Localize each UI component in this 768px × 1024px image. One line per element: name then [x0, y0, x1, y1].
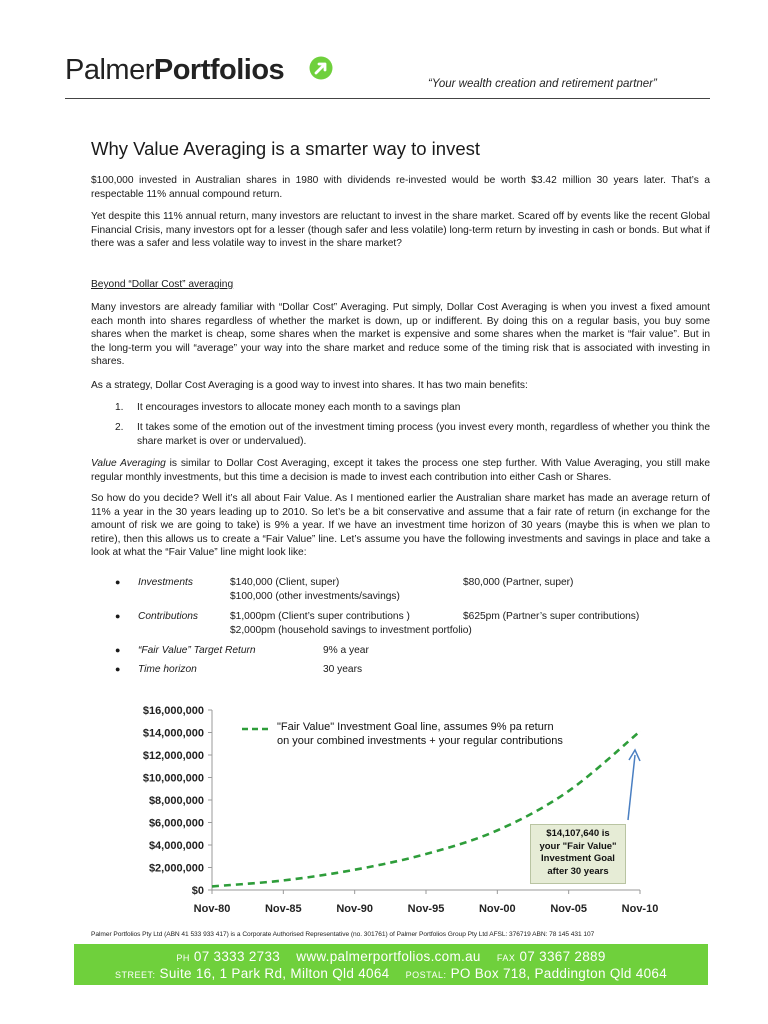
bullet-icon: ●: [115, 645, 121, 655]
list-item: It encourages investors to allocate money each month to a savings plan: [137, 402, 461, 413]
chart-callout: [530, 824, 626, 884]
street-address: Suite 16, 1 Park Rd, Milton Qld 4064: [159, 966, 390, 981]
section-subheading: Beyond “Dollar Cost” averaging: [91, 279, 234, 290]
y-tick-label: $14,000,000: [142, 727, 204, 740]
paragraph-benefits-intro: [91, 379, 710, 393]
assumption-value: $100,000 (other investments/savings): [230, 591, 400, 602]
x-tick-label: Nov-00: [478, 903, 516, 915]
callout-line: after 30 years: [547, 865, 609, 877]
assumption-value: 30 years: [323, 664, 363, 675]
logo-arrow-icon: [309, 56, 333, 80]
emphasis-text: Value Averaging: [91, 458, 166, 469]
list-item-number: 2.: [115, 422, 124, 433]
paragraph-text: Yet despite this 11% annual return, many investors are reluctant to invest in the share market. Scared off by events like the recent Global Financial Crisis, many investors opt for a lesser (though safer and less volatile) long-term return by investing in cash or bonds. But what if there was a safer and less volatile way to invest in the share market?: [91, 211, 710, 250]
x-tick-label: Nov-80: [193, 903, 231, 915]
legend-text-line2: on your combined investments + your regular contributions: [277, 734, 563, 747]
paragraph-dollar-cost: [91, 301, 710, 369]
contact-band: [74, 944, 708, 985]
y-tick-label: $6,000,000: [148, 817, 204, 830]
fax-number: 07 3367 2889: [519, 949, 606, 964]
page-title: Why Value Averaging is a smarter way to invest: [91, 138, 481, 159]
assumption-value: $1,000pm (Client’s super contributions ): [230, 611, 410, 622]
x-tick-label: Nov-85: [264, 903, 302, 915]
legal-disclaimer: Palmer Portfolios Pty Ltd (ABN 41 533 933 417) is a Corporate Authorised Representative (no. 301761) of Palmer Portfolios Group Pty Ltd AFSL: 376719 ABN: 78 145 431 107: [91, 931, 595, 938]
tagline: “Your wealth creation and retirement partner”: [428, 78, 657, 90]
y-tick-label: $8,000,000: [148, 795, 204, 807]
x-tick-label: Nov-05: [550, 903, 588, 915]
logo-text-palmer: Palmer: [65, 54, 154, 86]
paragraph-text: $100,000 invested in Australian shares in 1980 with dividends re-invested would be worth $3.42 million 30 years later. That’s a respectable 11% annual compound return.: [91, 175, 710, 200]
annotation-arrow: [628, 755, 635, 820]
postal-address: PO Box 718, Paddington Qld 4064: [450, 966, 668, 981]
logo: [65, 56, 284, 85]
paragraph-text: Many investors are already familiar with “Dollar Cost” Averaging. Put simply, Dollar Cost Averaging is when you invest a fixed amount each month into shares regardless of whether the market is down, up or indifferent. By doing this on a regular basis, you buy some shares when the market is cheap, some shares when the market is expensive and some shares when the market is “fair value”. But in the long-term you will “average” your way into the share market and reduce some of the timing risk that is associated with investing in shares.: [91, 302, 710, 368]
paragraph-text: is similar to Dollar Cost Averaging, except it takes the process one step further. With Value Averaging, you still make regular monthly investments, but this time a decision is made to invest each contribution into either Cash or Shares.: [91, 458, 710, 483]
legend-text-line1: "Fair Value" Investment Goal line, assumes 9% pa return: [277, 721, 554, 733]
paragraph-text: So how do you decide? Well it’s all about Fair Value. As I mentioned earlier the Australian share market has made an average return of 11% a year in the 30 years leading up to 2010. So let’s be a bit conservative and assume that a fair rate of return (in exchange for the amount of risk we are going to take) is 9% a year. If we have an investment time horizon of 30 years (maybe this is when we plan to retire), then this allows us to create a “Fair Value” line. Let’s assume you have the following investments and savings in place and take a look at what the “Fair Value” line might look like:: [91, 493, 710, 559]
assumption-label: Time horizon: [138, 664, 197, 675]
phone-number[interactable]: 07 3333 2733: [193, 949, 281, 964]
fax-label: FAX: [496, 953, 516, 963]
y-tick-label: $12,000,000: [142, 750, 204, 762]
paragraph-text: As a strategy, Dollar Cost Averaging is a good way to invest into shares. It has two main benefits:: [91, 380, 528, 391]
street-label: STREET:: [114, 970, 156, 980]
contact-line-address: [74, 966, 708, 981]
chart-legend: [277, 721, 563, 748]
x-tick-label: Nov-10: [621, 903, 659, 915]
list-item: It takes some of the emotion out of the investment timing process (you invest every month, regardless of whether you think the share market is over or undervalued).: [137, 422, 710, 447]
postal-label: POSTAL:: [405, 970, 447, 980]
website-link[interactable]: www.palmerportfolios.com.au: [296, 949, 481, 964]
y-tick-label: $10,000,000: [142, 772, 204, 785]
x-tick-label: Nov-95: [407, 903, 445, 915]
paragraph-intro: [91, 174, 710, 201]
assumption-value: 9% a year: [323, 645, 369, 656]
y-tick-label: $0: [191, 885, 204, 897]
bullet-icon: ●: [115, 611, 121, 621]
y-tick-label: $4,000,000: [148, 840, 204, 852]
paragraph-fair-value: [91, 492, 710, 560]
logo-text-portfolios: Portfolios: [153, 54, 285, 86]
callout-line: Investment Goal: [541, 853, 615, 864]
header-divider: [65, 98, 710, 99]
assumption-label: Contributions: [138, 611, 199, 622]
assumption-label: “Fair Value” Target Return: [138, 645, 256, 656]
x-tick-label: Nov-90: [336, 903, 374, 915]
assumption-value: $140,000 (Client, super): [230, 577, 340, 588]
assumption-value: $625pm (Partner’s super contributions): [463, 611, 640, 622]
paragraph-value-averaging: [91, 457, 710, 484]
contact-line-phone: [74, 949, 708, 964]
list-item-number: 1.: [115, 402, 124, 413]
assumption-value: $80,000 (Partner, super): [463, 577, 574, 588]
paragraph-reluctance: [91, 210, 710, 251]
y-tick-label: $2,000,000: [148, 862, 204, 875]
bullet-icon: ●: [115, 664, 121, 674]
assumption-value: $2,000pm (household savings to investment portfolio): [230, 625, 472, 636]
bullet-icon: ●: [115, 577, 121, 587]
phone-label: PH: [176, 953, 190, 963]
callout-line: your "Fair Value": [539, 840, 617, 852]
callout-line: $14,107,640 is: [546, 828, 610, 839]
y-tick-label: $16,000,000: [142, 705, 204, 717]
assumption-label: Investments: [138, 577, 193, 588]
